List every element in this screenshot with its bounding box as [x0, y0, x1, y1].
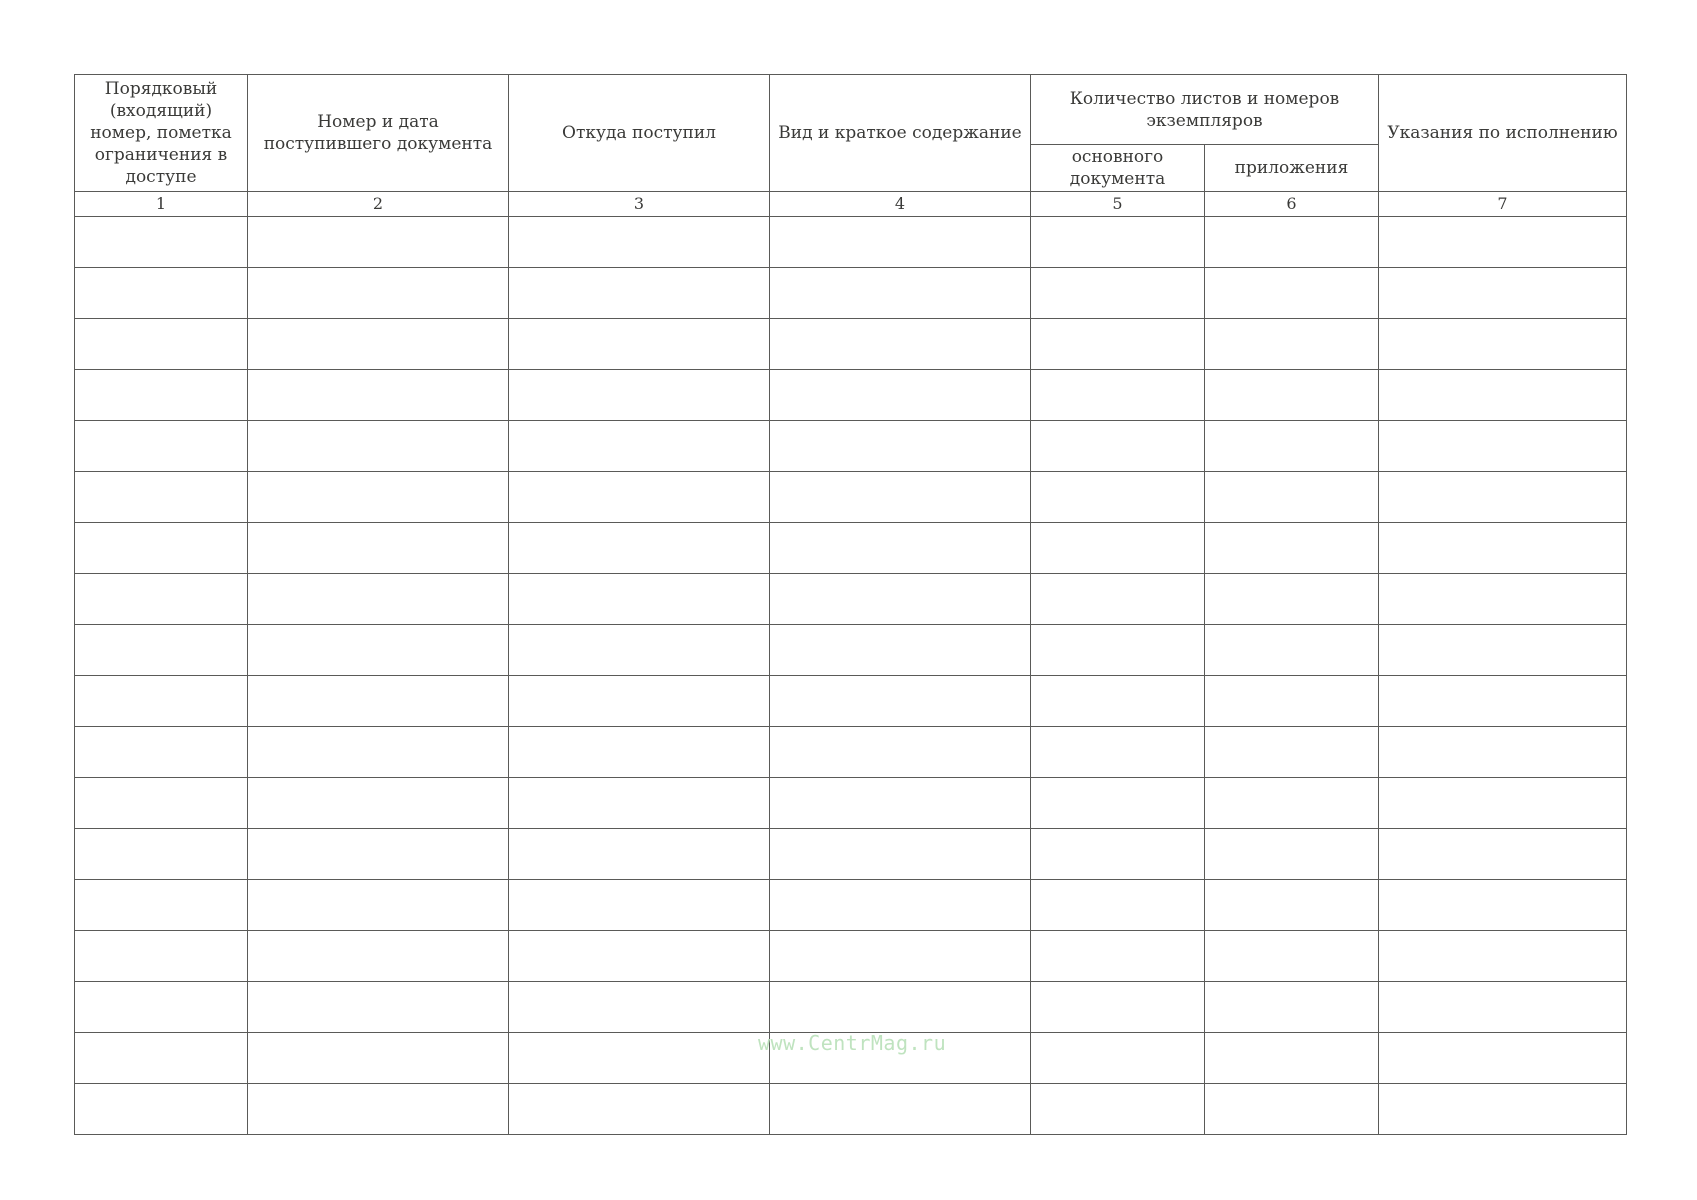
table-cell: [770, 319, 1031, 370]
table-row: [75, 370, 1627, 421]
table-cell: [1031, 625, 1205, 676]
table-cell: [248, 931, 509, 982]
table-cell: [1379, 676, 1627, 727]
table-cell: [509, 778, 770, 829]
table-cell: [770, 268, 1031, 319]
table-row: [75, 880, 1627, 931]
table-cell: [1379, 829, 1627, 880]
table-cell: [1205, 982, 1379, 1033]
table-cell: [75, 217, 248, 268]
table-cell: [1205, 472, 1379, 523]
table-cell: [1205, 421, 1379, 472]
table-cell: [770, 727, 1031, 778]
table-row: [75, 931, 1627, 982]
table-cell: [1379, 778, 1627, 829]
table-cell: [248, 625, 509, 676]
table-cell: [770, 523, 1031, 574]
column-number: 3: [509, 192, 770, 217]
table-cell: [509, 574, 770, 625]
column-number: 1: [75, 192, 248, 217]
table-cell: [1031, 727, 1205, 778]
column-number-row: [75, 192, 1627, 217]
table-cell: [509, 727, 770, 778]
table-cell: [1205, 931, 1379, 982]
table-cell: [248, 982, 509, 1033]
table-cell: [1031, 574, 1205, 625]
table-cell: [1031, 268, 1205, 319]
table-cell: [75, 370, 248, 421]
table-cell: [1379, 523, 1627, 574]
table-cell: [1379, 931, 1627, 982]
table-cell: [75, 931, 248, 982]
table-cell: [1379, 574, 1627, 625]
table-cell: [1379, 319, 1627, 370]
table-cell: [1205, 829, 1379, 880]
table-cell: [248, 523, 509, 574]
table-cell: [248, 472, 509, 523]
table-cell: [1205, 574, 1379, 625]
table-cell: [1031, 829, 1205, 880]
table-cell: [509, 676, 770, 727]
table-cell: [75, 880, 248, 931]
table-row: [75, 982, 1627, 1033]
table-row: [75, 625, 1627, 676]
table-cell: [1031, 880, 1205, 931]
table-cell: [75, 472, 248, 523]
table-cell: [1031, 472, 1205, 523]
watermark: www.CentrMag.ru: [758, 1031, 947, 1055]
table-cell: [1031, 982, 1205, 1033]
table-cell: [1031, 1084, 1205, 1135]
table-cell: [509, 217, 770, 268]
table-cell: [1205, 268, 1379, 319]
table-cell: [75, 319, 248, 370]
journal-body: [75, 217, 1627, 1135]
table-cell: [1031, 778, 1205, 829]
table-cell: [248, 268, 509, 319]
table-row: [75, 319, 1627, 370]
table-cell: [509, 523, 770, 574]
table-cell: [1379, 472, 1627, 523]
table-cell: [248, 727, 509, 778]
table-cell: [248, 574, 509, 625]
table-row: [75, 472, 1627, 523]
header-document-number-date: Номер и дата поступившего документа: [248, 75, 509, 192]
column-number: 7: [1379, 192, 1627, 217]
table-cell: [1205, 625, 1379, 676]
column-number: 2: [248, 192, 509, 217]
table-cell: [770, 625, 1031, 676]
table-cell: [509, 472, 770, 523]
table-cell: [1205, 676, 1379, 727]
table-cell: [1379, 1084, 1627, 1135]
table-cell: [1031, 421, 1205, 472]
table-cell: [248, 217, 509, 268]
table-cell: [1031, 319, 1205, 370]
registration-journal-table: [74, 74, 1627, 1135]
table-cell: [248, 1084, 509, 1135]
table-row: [75, 421, 1627, 472]
header-execution-instructions: Указания по исполнению: [1379, 75, 1627, 192]
table-cell: [75, 1033, 248, 1084]
table-cell: [1379, 217, 1627, 268]
table-cell: [1031, 931, 1205, 982]
table-row: [75, 829, 1627, 880]
table-cell: [1205, 523, 1379, 574]
table-row: [75, 1084, 1627, 1135]
table-cell: [1205, 778, 1379, 829]
table-row: [75, 727, 1627, 778]
table-cell: [248, 421, 509, 472]
table-cell: [1205, 727, 1379, 778]
table-cell: [75, 982, 248, 1033]
table-cell: [509, 931, 770, 982]
header-sheets-copies-group: Количество листов и номеров экземпляров: [1031, 75, 1379, 145]
header-main-document: основного документа: [1031, 145, 1205, 192]
table-cell: [509, 625, 770, 676]
table-cell: [75, 1084, 248, 1135]
table-row: [75, 676, 1627, 727]
table-row: [75, 268, 1627, 319]
column-number: 5: [1031, 192, 1205, 217]
table-cell: [248, 370, 509, 421]
table-cell: [770, 472, 1031, 523]
table-cell: [1205, 319, 1379, 370]
table-cell: [509, 982, 770, 1033]
header-serial-number: Порядковый (входящий) номер, пометка ограничения в доступе: [75, 75, 248, 192]
table-cell: [1205, 370, 1379, 421]
table-cell: [509, 1084, 770, 1135]
table-cell: [509, 268, 770, 319]
table-cell: [770, 982, 1031, 1033]
table-cell: [1031, 370, 1205, 421]
table-cell: [1031, 1033, 1205, 1084]
table-cell: [1205, 217, 1379, 268]
table-cell: [1205, 1033, 1379, 1084]
table-cell: [770, 676, 1031, 727]
table-row: [75, 778, 1627, 829]
table-cell: [1031, 523, 1205, 574]
table-cell: [1379, 625, 1627, 676]
table-row: [75, 574, 1627, 625]
table-cell: [1379, 880, 1627, 931]
table-cell: [75, 523, 248, 574]
table-cell: [509, 421, 770, 472]
table-cell: [509, 829, 770, 880]
table-row: [75, 217, 1627, 268]
table-cell: [770, 1084, 1031, 1135]
table-cell: [1031, 676, 1205, 727]
table-cell: [1379, 982, 1627, 1033]
column-number: 4: [770, 192, 1031, 217]
table-cell: [248, 778, 509, 829]
table-cell: [75, 574, 248, 625]
table-cell: [75, 268, 248, 319]
table-cell: [770, 421, 1031, 472]
table-cell: [1379, 370, 1627, 421]
table-cell: [248, 319, 509, 370]
table-cell: [248, 1033, 509, 1084]
table-cell: [770, 217, 1031, 268]
table-cell: [509, 319, 770, 370]
table-cell: [248, 829, 509, 880]
table-cell: [770, 880, 1031, 931]
table-cell: [248, 880, 509, 931]
table-cell: [1205, 1084, 1379, 1135]
header-type-summary: Вид и краткое содержание: [770, 75, 1031, 192]
table-cell: [248, 676, 509, 727]
table-cell: [1031, 217, 1205, 268]
table-cell: [1379, 268, 1627, 319]
table-cell: [1379, 727, 1627, 778]
table-cell: [75, 625, 248, 676]
column-number: 6: [1205, 192, 1379, 217]
table-cell: [770, 778, 1031, 829]
header-attachments: приложения: [1205, 145, 1379, 192]
table-cell: [75, 778, 248, 829]
header-source: Откуда поступил: [509, 75, 770, 192]
table-cell: [770, 370, 1031, 421]
table-cell: [770, 574, 1031, 625]
table-cell: [509, 1033, 770, 1084]
table-cell: [75, 676, 248, 727]
table-cell: [770, 829, 1031, 880]
table-cell: [75, 421, 248, 472]
table-cell: [1379, 421, 1627, 472]
table-cell: [1379, 1033, 1627, 1084]
table-cell: [75, 727, 248, 778]
table-cell: [75, 829, 248, 880]
table-cell: [509, 370, 770, 421]
table-row: [75, 523, 1627, 574]
table-cell: [509, 880, 770, 931]
table-cell: [770, 931, 1031, 982]
table-cell: [1205, 880, 1379, 931]
